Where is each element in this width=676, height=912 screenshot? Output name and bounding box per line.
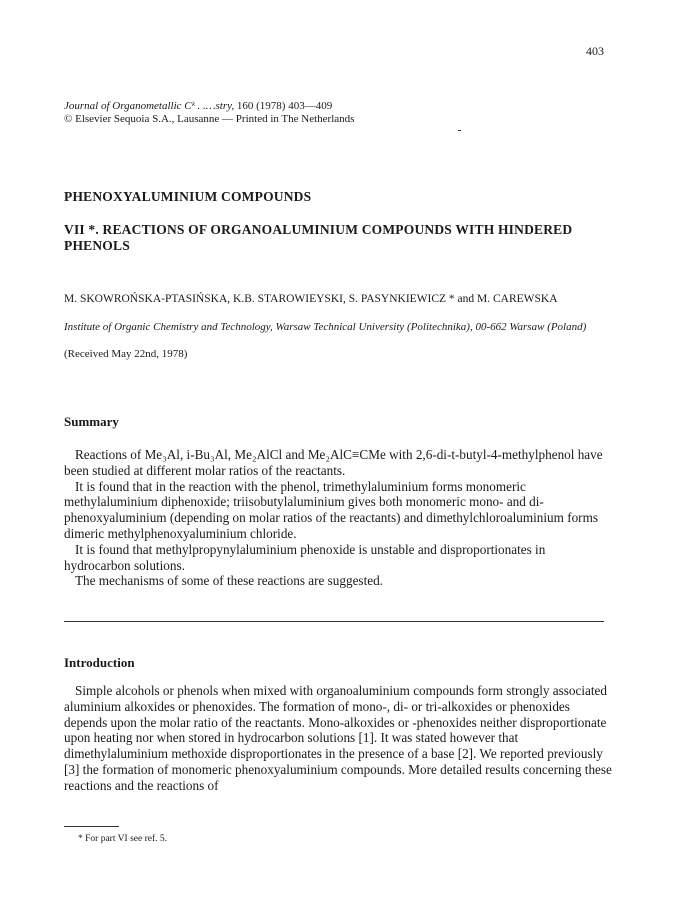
summary-paragraph: The mechanisms of some of these reactions are suggested. [75,573,383,589]
introduction-heading: Introduction [64,655,135,670]
affiliation: Institute of Organic Chemistry and Technology, Warsaw Technical University (Politechnika), 00-662 Warsaw (Poland) [64,321,587,333]
journal-volume-pages: 160 (1978) 403—409 [234,100,333,112]
introduction-body [64,683,612,794]
page-number: 403 [586,44,604,58]
footnote: * For part VI see ref. 5. [78,834,167,844]
summary-paragraph: Reactions of Me₃Al, i-Bu₃Al, Me₂AlCl and Me₂AlC≡CMe with 2,6-di-t-butyl-4-methylphenol have been studied at different molar ratios of the reactants. [64,447,603,478]
summary-divider [64,621,604,622]
author-list: M. SKOWROŃSKA-PTASIŃSKA, K.B. STAROWIEYSKI, S. PASYNKIEWICZ * and M. CAREWSKA [64,293,558,305]
journal-citation [64,99,332,114]
copyright-line: © Elsevier Sequoia S.A., Lausanne — Printed in The Netherlands [64,113,355,125]
introduction-paragraph: Simple alcohols or phenols when mixed with organoaluminium compounds form strongly associated aluminium alkoxides or phenoxides. The formation of mono-, di- or tri-alkoxides or phenoxides depends upon the molar ratio of the reactants. Mono-alkoxides or -phenoxides neither disproportionate upon heating nor when stored in hydrocarbon solutions [1]. It was stated however that dimethylaluminium methoxide disproportionates in the presence of a base [2]. We reported previously [3] the formation of monomeric phenoxyaluminium compounds. More detailed results concerning these reactions and the reactions of [64,683,612,793]
series-title: PHENOXYALUMINIUM COMPOUNDS [64,189,312,204]
received-date: (Received May 22nd, 1978) [64,348,188,360]
summary-body [64,447,612,589]
print-mark [458,130,461,131]
summary-heading: Summary [64,414,119,429]
footnote-divider [64,826,119,827]
paper-title: VII *. REACTIONS OF ORGANOALUMINIUM COMPOUNDS WITH HINDERED PHENOLS [64,222,573,253]
journal-name: Journal of Organometallic Cᵏ . .…stry, [64,100,235,112]
summary-paragraph: It is found that methylpropynylaluminium phenoxide is unstable and disproportionates in hydrocarbon solutions. [64,541,546,573]
summary-paragraph: It is found that in the reaction with the phenol, trimethylaluminium forms monomeric methylaluminium diphenoxide; triisobutylaluminium gives both monomeric mono- and di-phenoxyaluminium (depending on molar ratios of the reactants) and dimethylchloroaluminium forms dimeric methylphenoxyaluminium chloride. [64,478,598,541]
